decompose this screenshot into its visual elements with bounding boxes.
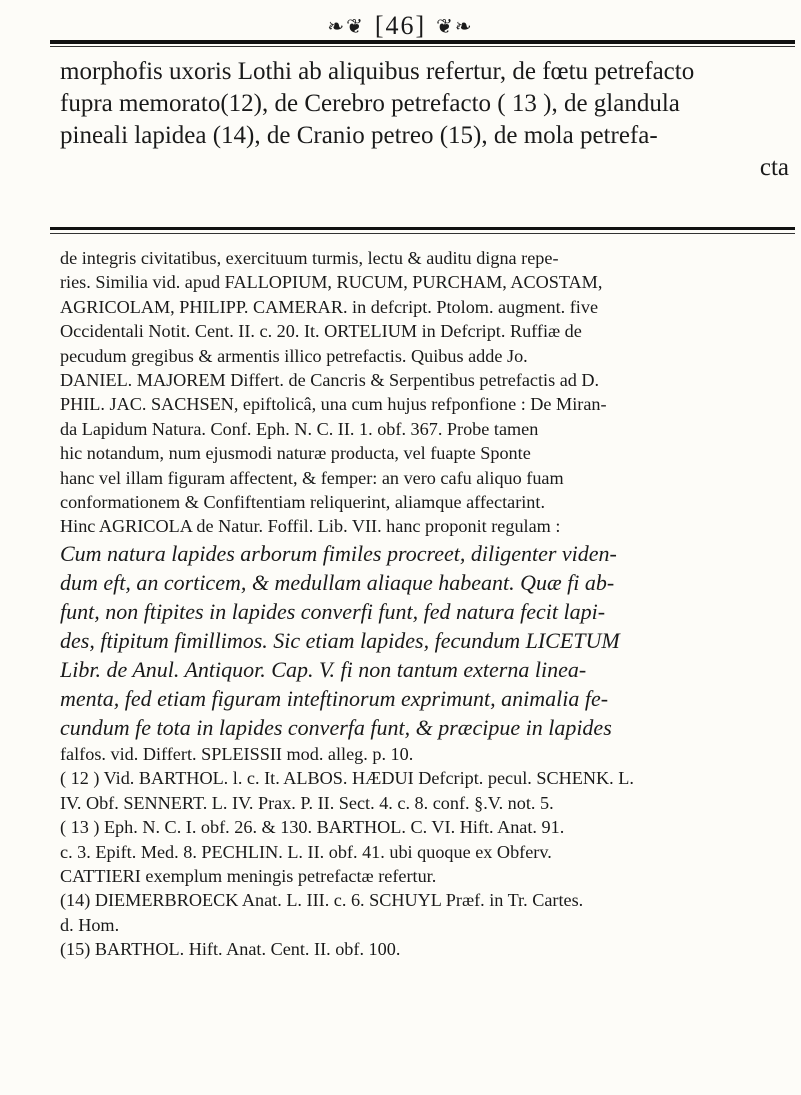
footnote-line: pecudum gregibus & armentis illico petrefactis. Quibus adde Jo. — [60, 345, 528, 366]
footnote-line: hic notandum, num ejusmodi naturæ producta, vel fuapte Sponte — [60, 443, 531, 464]
footnote-line: IV. Obf. SENNERT. L. IV. Prax. P. II. Sect. 4. c. 8. conf. §.V. not. 5. — [60, 792, 554, 813]
footnote-line: Hinc AGRICOLA de Natur. Foffil. Lib. VII. hanc proponit regulam : — [60, 516, 561, 537]
footnote-line: AGRICOLAM, PHILIPP. CAMERAR. in defcript. Ptolom. augment. five — [60, 296, 599, 317]
footnote-quote-line: Libr. de Anul. Antiquor. Cap. V. fi non tantum externa linea- — [60, 656, 587, 682]
footnote-line: Occidentali Notit. Cent. II. c. 20. It. ORTELIUM in Defcript. Ruffiæ de — [60, 321, 582, 342]
main-text-line: cta — [759, 154, 789, 181]
main-text-line: pineali lapidea (14), de Cranio petreo (15), de mola petrefa- — [60, 122, 658, 149]
main-text-block — [60, 56, 795, 184]
notes-separator-rule-thin — [50, 233, 795, 234]
header-rule — [50, 40, 795, 44]
footnote-line: DANIEL. MAJOREM Differt. de Cancris & Serpentibus petrefactis ad D. — [60, 370, 600, 391]
header-rule-thin — [50, 46, 795, 47]
footnote-line: ( 12 ) Vid. BARTHOL. l. c. It. ALBOS. HÆDUI Defcript. pecul. SCHENK. L. — [60, 768, 634, 789]
footnote-quote-line: menta, fed etiam figuram inteftinorum exprimunt, animalia fe- — [60, 685, 609, 711]
ornament-left-icon: ❧❦ — [327, 15, 365, 38]
notes-separator-rule — [50, 227, 795, 230]
footnote-quote-line: cundum fe tota in lapides converfa funt, & præcipue in lapides — [60, 714, 612, 740]
footnote-line: ries. Similia vid. apud FALLOPIUM, RUCUM, PURCHAM, ACOSTAM, — [60, 272, 603, 293]
footnote-line: ( 13 ) Eph. N. C. I. obf. 26. & 130. BARTHOL. C. VI. Hift. Anat. 91. — [60, 817, 565, 838]
footnote-line: (15) BARTHOL. Hift. Anat. Cent. II. obf. 100. — [60, 939, 401, 960]
footnote-line: CATTIERI exemplum meningis petrefactæ refertur. — [60, 865, 437, 886]
footnote-quote-line: funt, non ftipites in lapides converfi funt, fed natura fecit lapi- — [60, 598, 606, 624]
footnote-line: da Lapidum Natura. Conf. Eph. N. C. II. 1. obf. 367. Probe tamen — [60, 418, 539, 439]
footnote-quote-line: dum eft, an corticem, & medullam aliaque habeant. Quæ fi ab- — [60, 569, 615, 595]
footnote-line: de integris civitatibus, exercituum turmis, lectu & auditu digna repe- — [60, 248, 559, 268]
page-header — [0, 8, 801, 44]
footnote-line: d. Hom. — [60, 914, 120, 935]
footnote-line: conformationem & Confiftentiam reliquerint, aliamque affectarint. — [60, 492, 545, 513]
footnotes-block — [60, 246, 795, 962]
main-text-line: morphofis uxoris Lothi ab aliquibus refertur, de fœtu petrefacto — [60, 58, 695, 85]
footnote-line: (14) DIEMERBROECK Anat. L. III. c. 6. SCHUYL Præf. in Tr. Cartes. — [60, 890, 584, 911]
ornament-right-icon: ❦❧ — [436, 15, 474, 38]
footnote-line: falfos. vid. Differt. SPLEISSII mod. alleg. p. 10. — [60, 743, 414, 764]
footnote-quote-line: Cum natura lapides arborum fimiles procreet, diligenter viden- — [60, 540, 617, 566]
footnote-quote-line: des, ftipitum fimillimos. Sic etiam lapides, fecundum LICETUM — [60, 627, 620, 653]
page-number: [46] — [374, 11, 427, 40]
main-text-line: fupra memorato(12), de Cerebro petrefacto ( 13 ), de glandula — [60, 90, 680, 117]
footnote-line: PHIL. JAC. SACHSEN, epiftolicâ, una cum hujus refponfione : De Miran- — [60, 394, 607, 415]
footnote-line: c. 3. Epift. Med. 8. PECHLIN. L. II. obf. 41. ubi quoque ex Obferv. — [60, 841, 552, 862]
footnote-line: hanc vel illam figuram affectent, & femper: an vero cafu aliquo fuam — [60, 467, 564, 488]
